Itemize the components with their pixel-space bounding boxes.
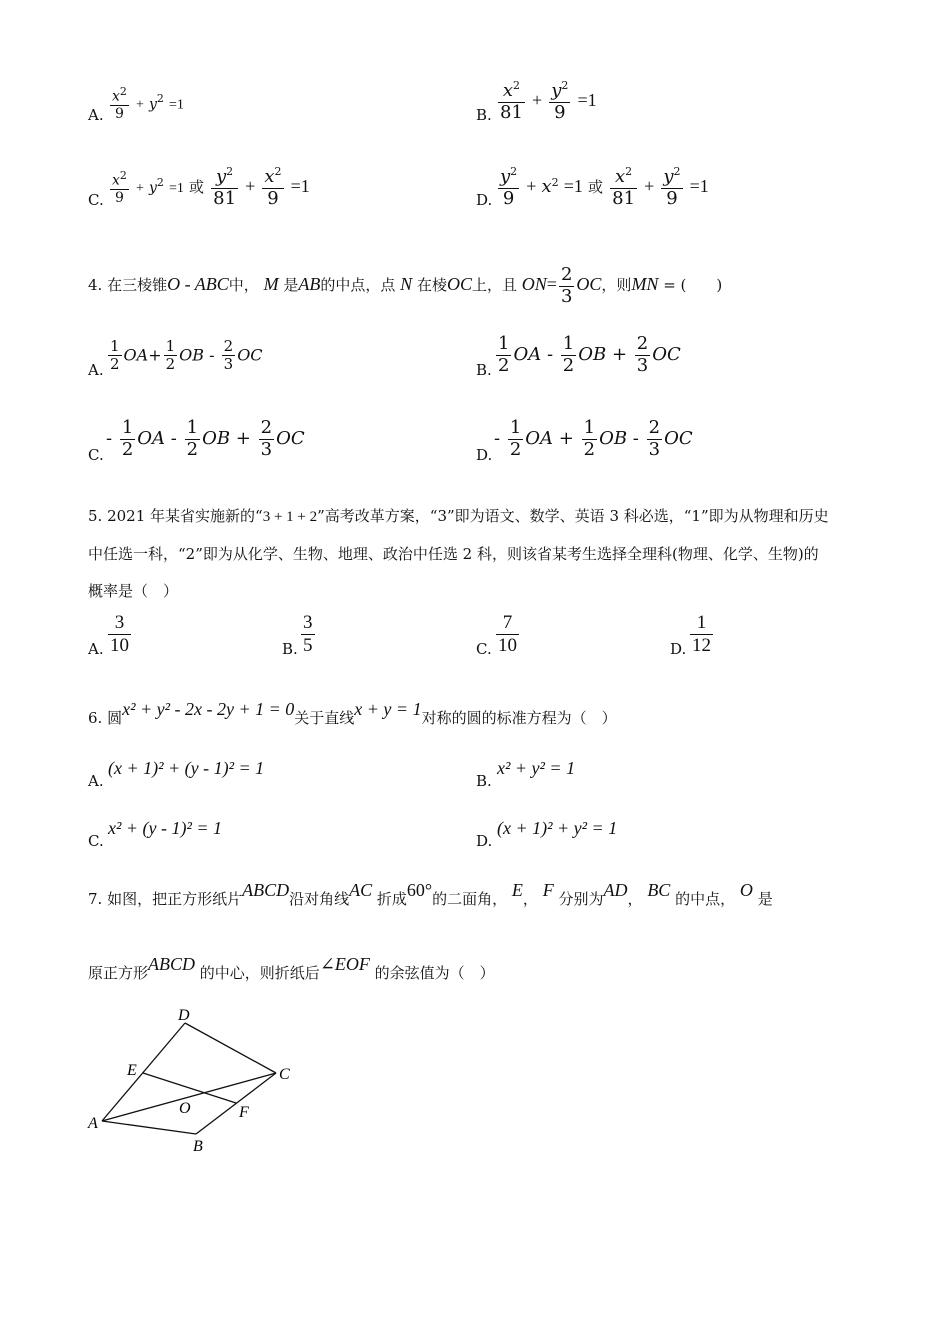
edge-AB: [102, 1121, 196, 1134]
q4-stem: 4. 在三棱锥O - ABC中， M 是AB的中点，点 N 在棱OC上，且 ON= $\frac{2}{3}$ OC，则MN = ( ): [88, 263, 723, 307]
q3-option-d-label: D.: [476, 191, 493, 209]
q4-option-c-label: C.: [88, 446, 104, 464]
label-D: D: [178, 1007, 190, 1024]
label-O: O: [179, 1100, 191, 1117]
q6-stem: 6. 圆x² + y² - 2x - 2y + 1 = 0关于直线x + y = 1对称的圆的标准方程为（ ）: [88, 699, 617, 727]
q4-option-c-formula: - $\frac{1}{2}$ OA - $\frac{1}{2}$ OB + $\frac{2}{3}$ OC: [106, 417, 305, 460]
q5-option-a-label: A.: [88, 640, 104, 658]
hidden-guide: [185, 1023, 189, 1097]
q4-option-b-label: B.: [476, 361, 492, 379]
q3-option-d-formula: $\frac{y^2}{9}$ + $x^2 =1$ 或 $\frac{x^2}{81}$ + $\frac{y^2}{9}$ =1: [500, 165, 709, 209]
q3-option-c-formula: $\frac{x^2}{9}$ + $y^2 =1$ 或 $\frac{y^2}{81}$ + $\frac{x^2}{9}$ =1: [112, 165, 310, 209]
edge-AD: [102, 1023, 185, 1121]
q6-option-d-expr: (x + 1)² + y² = 1: [497, 818, 618, 838]
q3-option-b-label: B.: [476, 106, 492, 124]
q4-option-a-label: A.: [88, 361, 104, 379]
label-C: C: [279, 1066, 290, 1083]
q5-option-b-label: B.: [282, 640, 298, 658]
q6-option-c-label: C.: [88, 832, 104, 850]
edge-BC: [196, 1073, 276, 1134]
label-B: B: [193, 1138, 203, 1155]
q7-stem-line2: 原正方形ABCD 的中心，则折纸后∠EOF 的余弦值为（ ）: [88, 954, 495, 982]
q4-option-a-formula: $\frac{1}{2}$ OA+ $\frac{1}{2}$ OB - $\frac{2}{3}$ OC: [110, 337, 263, 374]
q5-option-a-value: $\frac{3}{10}$: [110, 612, 129, 656]
q7-stem-line1: 7. 如图，把正方形纸片ABCD沿对角线AC 折成60°的二面角， E， F 分别为AD， BC 的中点， O 是: [88, 880, 773, 908]
q6-option-d-label: D.: [476, 832, 493, 850]
q6-option-a-expr: (x + 1)² + (y - 1)² = 1: [108, 758, 265, 778]
q3-option-c-label: C.: [88, 191, 104, 209]
q5-option-b-value: $\frac{3}{5}$: [303, 612, 313, 656]
q5-option-d-value: $\frac{1}{12}$: [692, 612, 711, 656]
q6-option-b-expr: x² + y² = 1: [497, 758, 576, 778]
label-A: A: [88, 1115, 98, 1132]
q5-stem-line1: 5. 2021 年某省实施新的“3 + 1 + 2”高考改革方案，“3”即为语文、数学、英语 3 科必选，“1”即为从物理和历史: [88, 507, 829, 525]
q4-option-d-formula: - $\frac{1}{2}$ OA + $\frac{1}{2}$ OB - $\frac{2}{3}$ OC: [494, 417, 693, 460]
q5-option-c-label: C.: [476, 640, 492, 658]
q6-option-b-label: B.: [476, 772, 492, 790]
q4-option-b-formula: $\frac{1}{2}$ OA - $\frac{1}{2}$ OB + $\frac{2}{3}$ OC: [498, 333, 681, 376]
q4-option-d-label: D.: [476, 446, 493, 464]
folded-square-figure: [80, 1000, 310, 1160]
q5-option-c-value: $\frac{7}{10}$: [498, 612, 517, 656]
q6-option-a-label: A.: [88, 772, 104, 790]
q5-stem-line3: 概率是（ ）: [88, 582, 179, 600]
q5-option-d-label: D.: [670, 640, 687, 658]
edge-DC: [185, 1023, 276, 1073]
q3-option-a-label: A.: [88, 106, 104, 124]
q3-option-b-formula: $\frac{x^2}{81}$ + $\frac{y^2}{9}$ =1: [500, 79, 597, 123]
label-E: E: [127, 1062, 137, 1079]
q6-option-c-expr: x² + (y - 1)² = 1: [108, 818, 223, 838]
q3-option-a-formula: $\frac{x^2}{9}$ + $y^2 =1$: [112, 85, 184, 122]
q5-stem-line2: 中任选一科，“2”即为从化学、生物、地理、政治中任选 2 科，则该省某考生选择全理科(物理、化学、生物)的: [88, 545, 819, 563]
label-F: F: [239, 1104, 249, 1121]
